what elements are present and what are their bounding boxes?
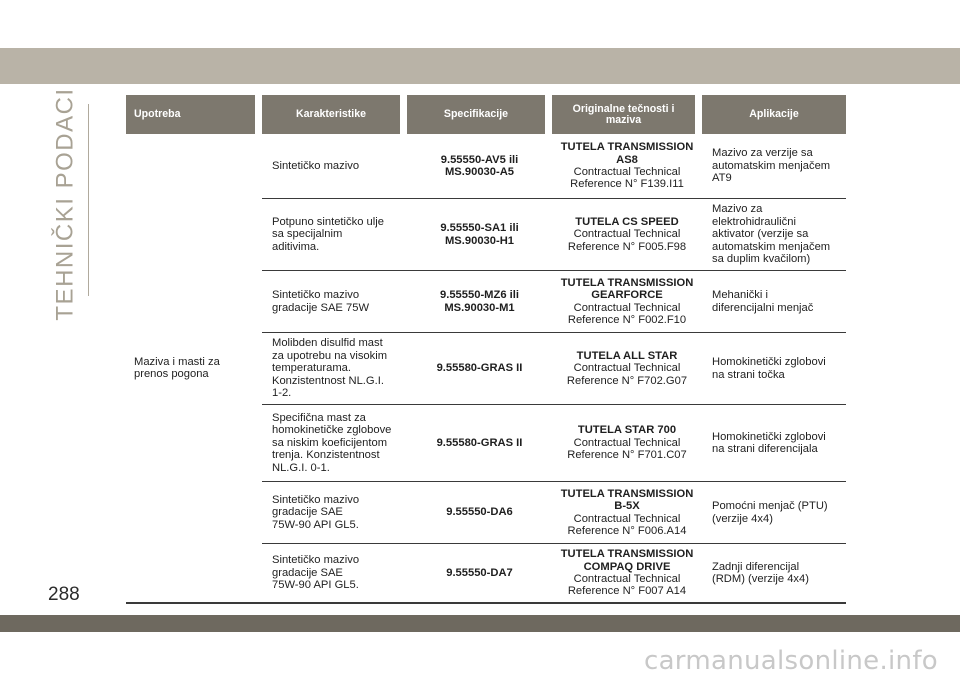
characteristics-cell: Sintetičko mazivo gradacije SAE 75W-90 API GL5.: [262, 482, 407, 544]
fluid-cell: [552, 333, 702, 405]
fluid-reference: Contractual Technical Reference N° F139.I11: [570, 166, 684, 191]
header-original-fluids: Originalne tečnosti i maziva: [552, 95, 702, 134]
header-characteristics: Karakteristike: [262, 95, 407, 134]
specification-cell: 9.55550-DA6: [407, 482, 552, 544]
fluid-reference: Contractual Technical Reference N° F701.C07: [567, 436, 687, 462]
fluid-cell: [552, 482, 702, 544]
section-title: [44, 87, 88, 321]
application-cell: Mehanički i diferencijalni menjač: [702, 271, 846, 333]
fluid-reference: Contractual Technical Reference N° F702.G07: [566, 362, 688, 387]
application-cell: Pomoćni menjač (PTU) (verzije 4x4): [702, 482, 846, 544]
fluid-cell: [552, 271, 702, 333]
bottom-decorative-bar: [0, 615, 960, 632]
fluid-name: TUTELA ALL STAR: [576, 349, 678, 362]
fluid-cell: [552, 544, 702, 604]
characteristics-cell: Sintetičko mazivo gradacije SAE 75W: [262, 271, 407, 333]
table-row: [126, 134, 846, 199]
specification-cell: 9.55550-AV5 ili MS.90030-A5: [407, 134, 552, 199]
watermark: carmanualsonline.info: [643, 646, 938, 676]
fluid-cell: [552, 405, 702, 482]
specification-cell: 9.55550-MZ6 ili MS.90030-M1: [407, 271, 552, 333]
characteristics-cell: Sintetičko mazivo: [262, 134, 407, 199]
specification-cell: 9.55550-SA1 ili MS.90030-H1: [407, 199, 552, 271]
page-number: 288: [48, 584, 80, 605]
usage-group-cell: Maziva i masti za prenos pogona: [126, 134, 262, 604]
fluid-reference: Contractual Technical Reference N° F002.F10: [567, 301, 687, 326]
header-specifications: Specifikacije: [407, 95, 552, 134]
fluid-reference: Contractual Technical Reference N° F006.A14: [567, 512, 687, 537]
characteristics-cell: Potpuno sintetičko ulje sa specijalnim aditivima.: [262, 199, 407, 271]
section-title-text: TEHNIČKI PODACI: [52, 87, 80, 321]
fluid-name: TUTELA TRANSMISSION COMPAQ DRIVE: [560, 548, 694, 573]
fluid-reference: Contractual Technical Reference N° F007 A14: [567, 573, 687, 598]
fluid-name: TUTELA TRANSMISSION B-5X: [560, 487, 694, 513]
specification-cell: 9.55580-GRAS II: [407, 333, 552, 405]
fluid-name: TUTELA CS SPEED: [575, 215, 679, 228]
specification-cell: 9.55580-GRAS II: [407, 405, 552, 482]
application-cell: Zadnji diferencijal (RDM) (verzije 4x4): [702, 544, 846, 604]
characteristics-cell: Sintetičko mazivo gradacije SAE 75W-90 API GL5.: [262, 544, 407, 604]
specification-cell: 9.55550-DA7: [407, 544, 552, 604]
section-divider-line: [88, 104, 89, 296]
table-header-row: [126, 95, 846, 134]
lubricants-table: [126, 95, 846, 604]
characteristics-cell: Molibden disulfid mast za upotrebu na visokim temperaturama. Konzistentnost NL.G.I. 1-2.: [262, 333, 407, 405]
application-cell: Mazivo za elektrohidraulični aktivator (verzije sa automatskim menjačem sa duplim kvačilom): [702, 199, 846, 271]
fluid-name: TUTELA TRANSMISSION AS8: [560, 141, 694, 166]
fluid-reference: Contractual Technical Reference N° F005.F98: [567, 228, 687, 253]
application-cell: Mazivo za verzije sa automatskim menjačem AT9: [702, 134, 846, 199]
top-decorative-bar: [0, 48, 960, 84]
header-applications: Aplikacije: [702, 95, 846, 134]
application-cell: Homokinetički zglobovi na strani diferencijala: [702, 405, 846, 482]
characteristics-cell: Specifična mast za homokinetičke zglobove sa niskim koeficijentom trenja. Konzistentnost NL.G.I. 0-1.: [262, 405, 407, 482]
fluid-name: TUTELA STAR 700: [577, 424, 677, 437]
fluid-cell: [552, 199, 702, 271]
header-usage: Upotreba: [126, 95, 262, 134]
table-body: [126, 134, 846, 604]
fluid-name: TUTELA TRANSMISSION GEARFORCE: [560, 276, 694, 302]
fluid-cell: [552, 134, 702, 199]
application-cell: Homokinetički zglobovi na strani točka: [702, 333, 846, 405]
